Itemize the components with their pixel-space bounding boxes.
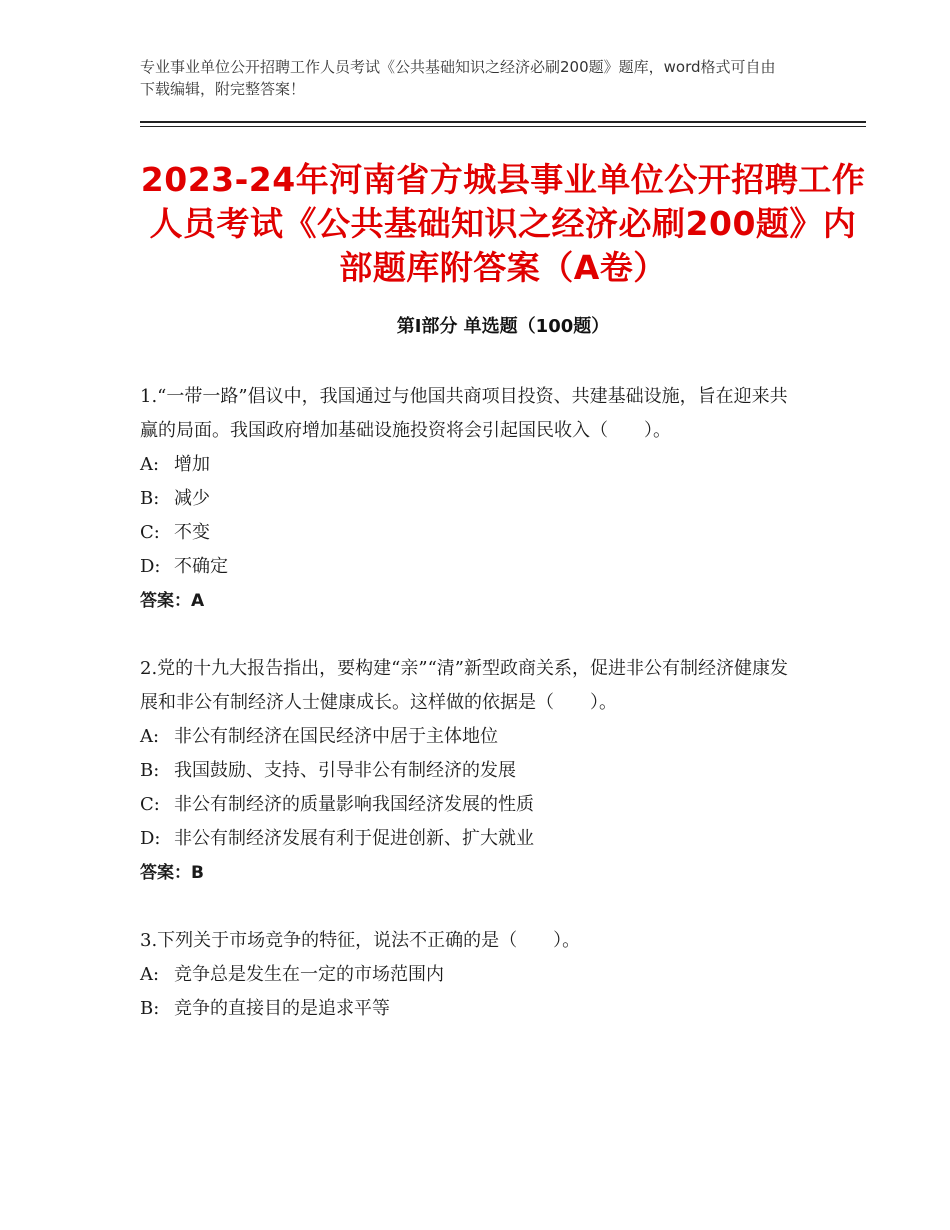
option-text: 非公有制经济在国民经济中居于主体地位 <box>174 726 498 747</box>
question-stem: 3.下列关于市场竞争的特征，说法不正确的是（ ）。 <box>140 930 581 951</box>
question-stem: 1.“一带一路”倡议中，我国通过与他国共商项目投资、共建基础设施，旨在迎来共赢的局面。我国政府增加基础设施投资将会引起国民收入（ ）。 <box>140 386 788 441</box>
question-option-b <box>140 992 800 1026</box>
question-1 <box>140 380 800 618</box>
option-text: 竞争总是发生在一定的市场范围内 <box>174 964 444 985</box>
option-text: 不变 <box>174 522 210 543</box>
option-letter: D: <box>140 828 161 849</box>
question-option-a <box>140 958 800 992</box>
header-rule-thick <box>140 121 866 123</box>
question-option-c <box>140 788 800 822</box>
question-option-d <box>140 550 800 584</box>
section-title: 第Ⅰ部分 单选题（100题） <box>396 316 610 337</box>
option-letter: C: <box>140 522 160 543</box>
question-list <box>140 380 800 1060</box>
question-option-c <box>140 516 800 550</box>
header-note: 专业事业单位公开招聘工作人员考试《公共基础知识之经济必刷200题》题库，word格式可自由下载编辑，附完整答案！ <box>140 58 776 98</box>
option-letter: C: <box>140 794 160 815</box>
option-text: 增加 <box>174 454 210 475</box>
question-option-a <box>140 448 800 482</box>
option-letter: D: <box>140 556 161 577</box>
option-text: 减少 <box>174 488 210 509</box>
option-text: 非公有制经济发展有利于促进创新、扩大就业 <box>174 828 534 849</box>
option-text: 我国鼓励、支持、引导非公有制经济的发展 <box>174 760 516 781</box>
option-letter: A: <box>140 454 160 475</box>
option-letter: A: <box>140 964 160 985</box>
question-3 <box>140 924 800 1026</box>
option-letter: A: <box>140 726 160 747</box>
option-text: 竞争的直接目的是追求平等 <box>174 998 390 1019</box>
document-title: 2023-24年河南省方城县事业单位公开招聘工作人员考试《公共基础知识之经济必刷200题》内部题库附答案（A卷） <box>140 160 866 287</box>
question-option-b <box>140 754 800 788</box>
option-text: 不确定 <box>174 556 228 577</box>
option-text: 非公有制经济的质量影响我国经济发展的性质 <box>174 794 534 815</box>
question-option-a <box>140 720 800 754</box>
question-2 <box>140 652 800 890</box>
option-letter: B: <box>140 998 160 1019</box>
question-option-b <box>140 482 800 516</box>
question-stem: 2.党的十九大报告指出，要构建“亲”“清”新型政商关系，促进非公有制经济健康发展和非公有制经济人士健康成长。这样做的依据是（ ）。 <box>140 658 788 713</box>
question-answer: 答案：A <box>140 591 205 611</box>
header-rule-thin <box>140 126 866 127</box>
question-answer: 答案：B <box>140 863 204 883</box>
option-letter: B: <box>140 488 160 509</box>
option-letter: B: <box>140 760 160 781</box>
question-option-d <box>140 822 800 856</box>
